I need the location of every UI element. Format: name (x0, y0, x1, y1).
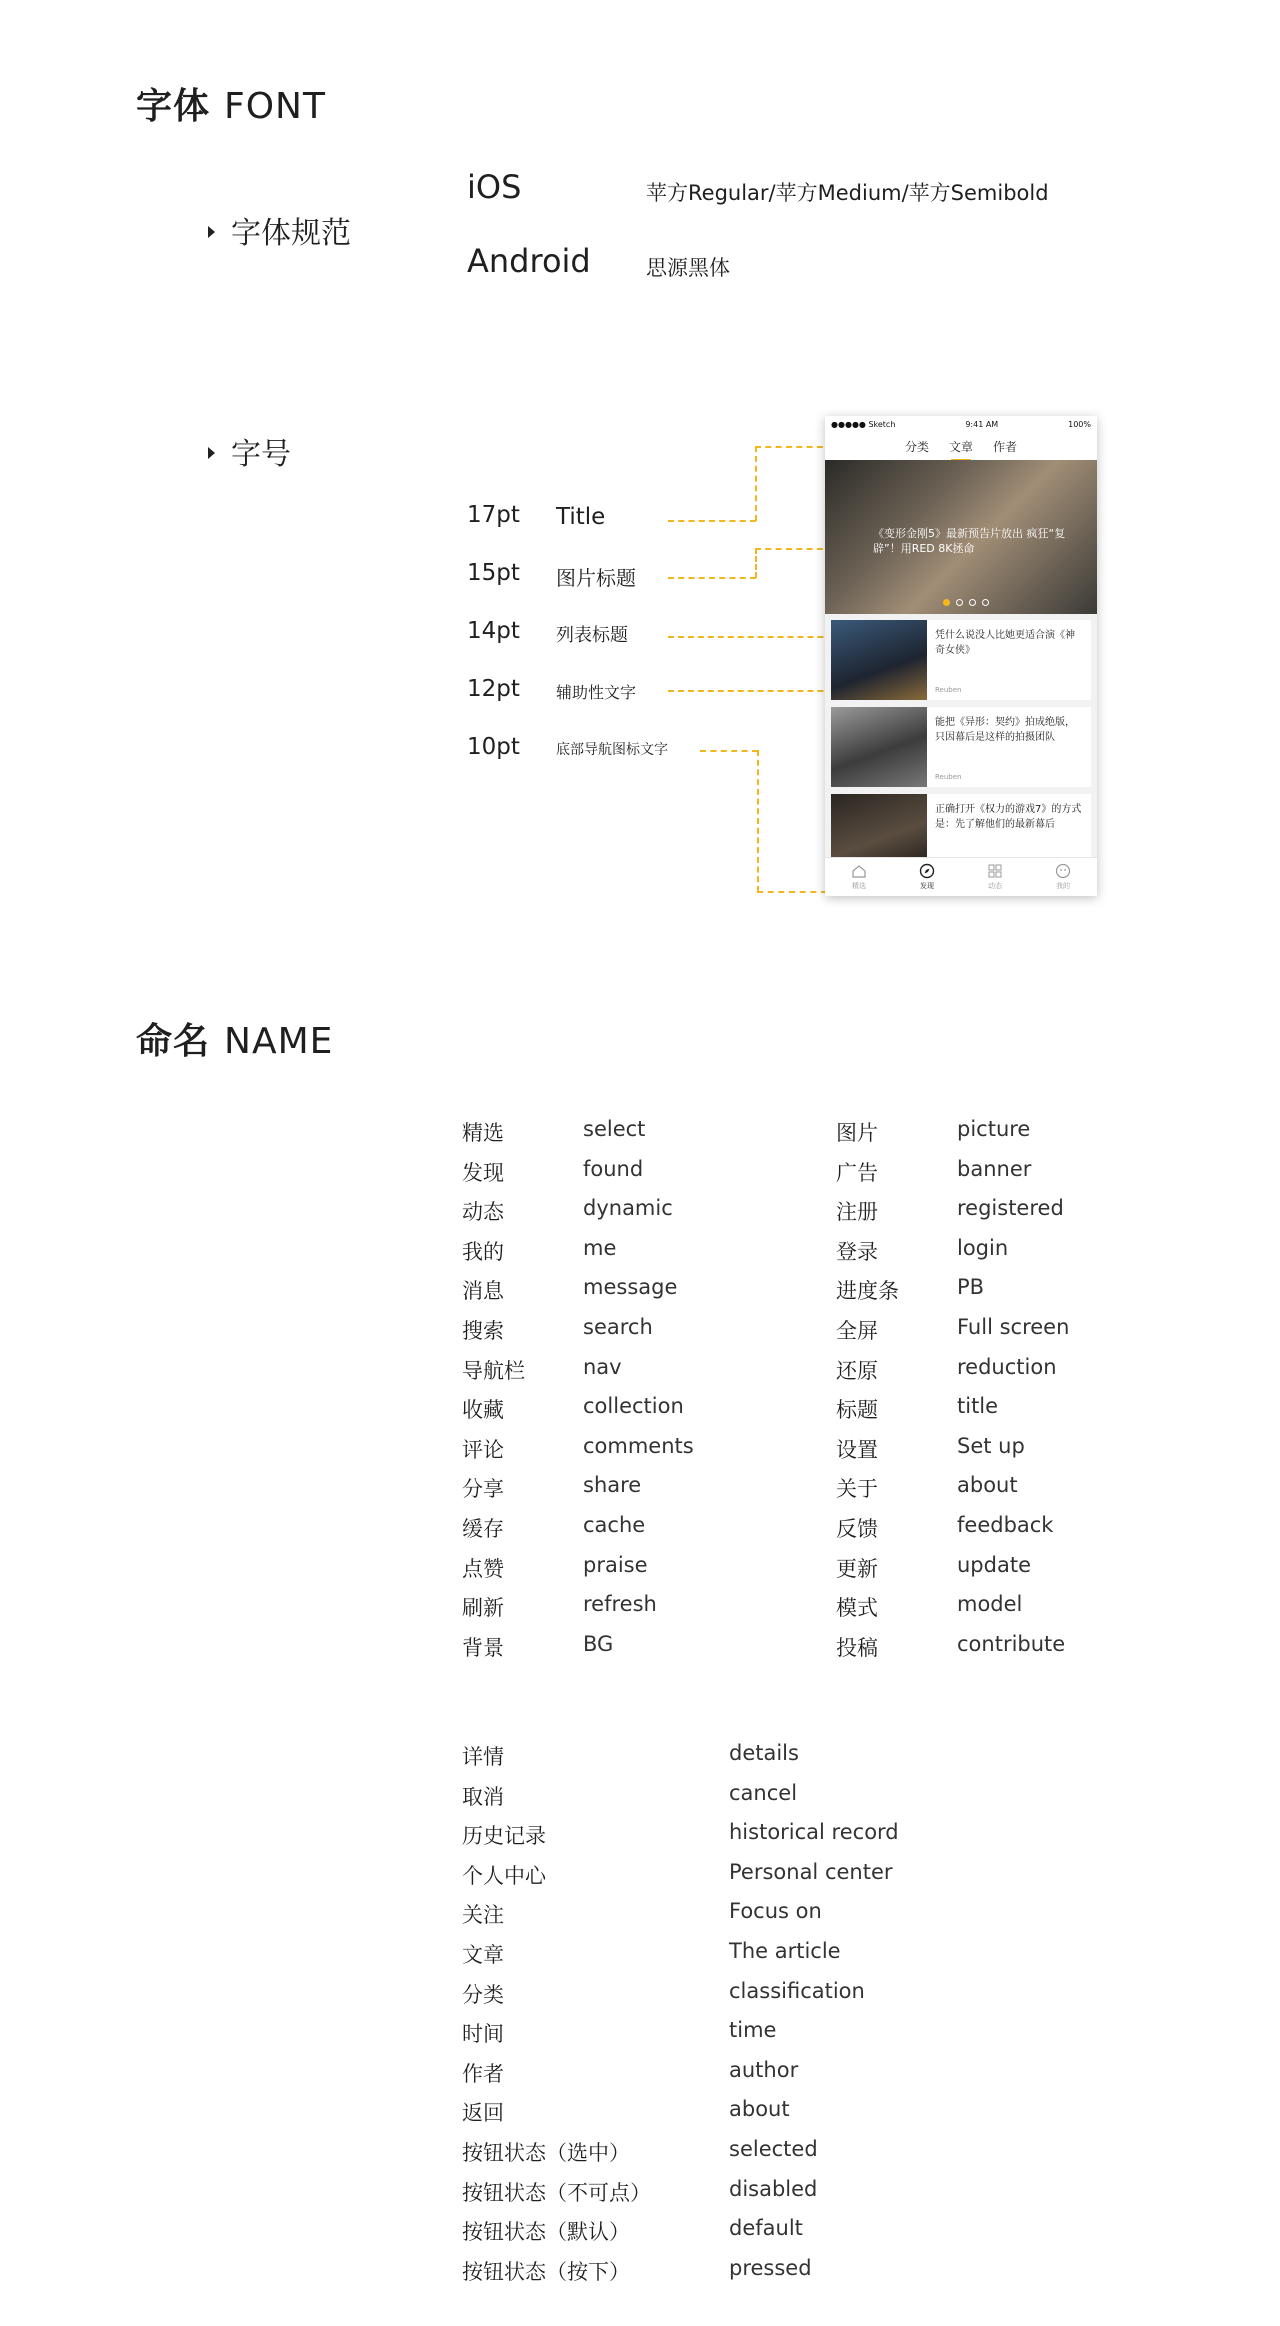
article-thumbnail (831, 707, 927, 787)
naming-term-en: model (957, 1592, 1023, 1617)
naming-term-en: picture (957, 1117, 1031, 1141)
tabbar-label: 发现 (920, 882, 934, 890)
naming-term-cn: 消息 (462, 1279, 504, 1304)
naming-term-en: feedback (957, 1513, 1054, 1537)
article-author: Reuben (935, 686, 962, 694)
naming-term-en: PB (957, 1275, 985, 1300)
platform-ios: iOS (467, 168, 522, 206)
tabbar-label: 精选 (852, 882, 866, 890)
naming-term-cn: 详情 (462, 1745, 504, 1769)
name-title-cn: 命名 (136, 1021, 211, 1062)
naming-term-en: praise (583, 1552, 648, 1577)
home-icon (851, 863, 867, 879)
naming-term-cn: 更新 (836, 1556, 878, 1581)
platform-android-fonts: 思源黑体 (646, 256, 730, 280)
naming-term-cn: 背景 (462, 1635, 504, 1660)
naming-term-en: nav (583, 1354, 622, 1379)
naming-term-en: cache (583, 1513, 646, 1537)
phone-mockup (825, 416, 1097, 896)
grid-icon (987, 863, 1003, 879)
naming-term-en: search (583, 1315, 653, 1339)
size-15pt-desc: 图片标题 (556, 566, 636, 590)
tabbar-label: 我的 (1056, 882, 1070, 890)
connector-line (757, 891, 827, 893)
naming-term-en: about (729, 2097, 790, 2122)
naming-term-cn: 导航栏 (462, 1358, 525, 1383)
tabbar-label: 动态 (988, 882, 1002, 890)
naming-term-cn: 点赞 (462, 1556, 504, 1581)
bullet-triangle-icon (208, 226, 215, 238)
naming-term-cn: 返回 (462, 2101, 504, 2126)
naming-term-en: Set up (957, 1433, 1025, 1458)
font-size-text: 字号 (231, 437, 291, 472)
tab-article[interactable]: 文章 (948, 439, 973, 454)
naming-term-cn: 登录 (836, 1239, 878, 1264)
naming-term-en: details (729, 1741, 799, 1765)
connector-line (755, 548, 757, 578)
naming-term-cn: 进度条 (836, 1279, 899, 1304)
naming-term-en: Focus on (729, 1899, 822, 1924)
carousel-dot[interactable] (956, 599, 963, 606)
naming-term-cn: 投稿 (836, 1635, 878, 1660)
naming-term-cn: 按钮状态（默认） (462, 2220, 630, 2245)
naming-term-en: pressed (729, 2255, 812, 2280)
naming-term-en: cancel (729, 1780, 798, 1805)
size-14pt-desc: 列表标题 (556, 625, 628, 646)
tabbar-item-select[interactable] (851, 863, 867, 891)
naming-term-en: Full screen (957, 1315, 1070, 1339)
naming-term-cn: 标题 (836, 1398, 878, 1423)
list-item[interactable] (831, 707, 1091, 787)
article-title: 正确打开《权力的游戏7》的方式是：先了解他们的最新幕后 (935, 804, 1082, 830)
naming-term-cn: 设置 (836, 1437, 878, 1462)
font-section-title (136, 78, 326, 129)
connector-line (668, 577, 756, 579)
hero-banner[interactable] (825, 460, 1097, 614)
carousel-dot[interactable] (969, 599, 976, 606)
platform-ios-fonts: 苹方Regular/苹方Medium/苹方Semibold (646, 181, 1049, 205)
font-size-label (208, 429, 291, 473)
naming-term-en: reduction (957, 1354, 1057, 1379)
carousel-dot[interactable] (943, 599, 950, 606)
naming-term-en: select (583, 1117, 646, 1141)
naming-term-cn: 按钮状态（不可点） (462, 2180, 651, 2205)
naming-term-cn: 关注 (462, 1903, 504, 1928)
naming-term-cn: 反馈 (836, 1517, 878, 1541)
tabbar-item-dynamic[interactable] (987, 863, 1003, 891)
naming-term-en: contribute (957, 1631, 1066, 1656)
naming-term-en: default (729, 2216, 803, 2241)
naming-term-cn: 缓存 (462, 1517, 504, 1541)
naming-term-en: disabled (729, 2176, 818, 2201)
size-17pt-desc: Title (556, 504, 606, 530)
naming-term-cn: 模式 (836, 1596, 878, 1621)
size-10pt-desc: 底部导航图标文字 (556, 742, 668, 758)
platform-android: Android (467, 242, 591, 280)
naming-term-cn: 文章 (462, 1943, 504, 1967)
naming-term-en: share (583, 1473, 642, 1498)
naming-term-en: me (583, 1235, 617, 1260)
font-spec-text: 字体规范 (231, 216, 351, 251)
naming-term-cn: 广告 (836, 1160, 878, 1185)
naming-term-en: The article (729, 1939, 841, 1963)
naming-term-cn: 还原 (836, 1358, 878, 1383)
naming-term-cn: 注册 (836, 1200, 878, 1225)
size-12pt: 12pt (467, 676, 520, 702)
naming-term-cn: 动态 (462, 1200, 504, 1225)
naming-term-cn: 刷新 (462, 1596, 504, 1621)
naming-term-en: title (957, 1394, 999, 1419)
naming-term-cn: 收藏 (462, 1398, 504, 1423)
font-spec-label (208, 208, 351, 252)
size-14pt: 14pt (467, 618, 520, 644)
naming-term-cn: 个人中心 (462, 1863, 546, 1888)
article-title: 凭什么说没人比她更适合演《神奇女侠》 (935, 630, 1075, 656)
user-face-icon (1055, 863, 1071, 879)
name-section-title (136, 1013, 333, 1064)
tab-author[interactable]: 作者 (993, 439, 1018, 454)
tabbar-item-found[interactable] (919, 863, 935, 891)
font-title-en: FONT (224, 86, 326, 127)
bottom-tab-bar (825, 857, 1097, 896)
naming-term-en: comments (583, 1433, 694, 1458)
article-list (825, 614, 1097, 874)
tab-classification[interactable]: 分类 (904, 439, 929, 454)
naming-term-cn: 取消 (462, 1784, 504, 1809)
naming-term-cn: 图片 (836, 1121, 878, 1145)
naming-term-en: Personal center (729, 1859, 893, 1884)
naming-term-cn: 我的 (462, 1239, 504, 1264)
name-title-en: NAME (224, 1021, 334, 1062)
naming-term-en: registered (957, 1196, 1064, 1221)
naming-term-cn: 发现 (462, 1160, 504, 1185)
article-thumbnail (831, 620, 927, 700)
connector-line (700, 750, 758, 752)
naming-term-cn: 作者 (462, 2061, 504, 2086)
font-title-cn: 字体 (136, 86, 211, 127)
naming-term-cn: 分享 (462, 1477, 504, 1502)
list-item[interactable] (831, 620, 1091, 700)
top-tabs (825, 432, 1097, 460)
naming-term-en: collection (583, 1394, 684, 1419)
naming-term-en: message (583, 1275, 678, 1300)
naming-term-en: refresh (583, 1592, 657, 1617)
naming-term-en: banner (957, 1156, 1032, 1181)
connector-line (757, 750, 759, 892)
status-carrier: ●●●●● Sketch (831, 419, 896, 429)
article-author: Reuben (935, 773, 962, 781)
naming-term-en: author (729, 2057, 799, 2082)
connector-line (755, 446, 757, 521)
naming-term-cn: 评论 (462, 1437, 504, 1462)
hero-title: 《变形金刚5》最新预告片放出 疯狂“复辟”！用RED 8K拯命 (873, 527, 1066, 555)
naming-term-en: time (729, 2018, 777, 2043)
naming-term-en: about (957, 1473, 1018, 1498)
size-17pt: 17pt (467, 502, 520, 528)
naming-term-en: classification (729, 1978, 865, 2003)
carousel-dot[interactable] (982, 599, 989, 606)
status-bar (825, 416, 1097, 432)
article-title: 能把《异形：契约》拍成绝版，只因幕后是这样的拍摄团队 (935, 717, 1075, 743)
naming-term-en: update (957, 1552, 1031, 1577)
naming-term-cn: 按钮状态（选中） (462, 2141, 630, 2165)
naming-term-en: dynamic (583, 1196, 673, 1221)
status-time: 9:41 AM (965, 419, 999, 429)
naming-term-cn: 时间 (462, 2022, 504, 2047)
connector-line (668, 520, 756, 522)
naming-term-cn: 全屏 (836, 1319, 878, 1343)
naming-term-cn: 历史记录 (462, 1824, 546, 1849)
naming-term-cn: 按钮状态（按下） (462, 2259, 630, 2284)
naming-term-cn: 搜索 (462, 1319, 504, 1343)
naming-term-cn: 精选 (462, 1121, 504, 1145)
naming-term-cn: 关于 (836, 1477, 878, 1502)
size-10pt: 10pt (467, 734, 520, 760)
naming-term-en: BG (583, 1631, 614, 1656)
naming-term-cn: 分类 (462, 1982, 504, 2007)
naming-term-en: historical record (729, 1820, 899, 1845)
status-battery: 100% (1068, 419, 1091, 429)
carousel-dots (943, 599, 989, 606)
naming-term-en: found (583, 1156, 644, 1181)
naming-term-en: login (957, 1235, 1009, 1260)
tabbar-item-me[interactable] (1055, 863, 1071, 891)
size-12pt-desc: 辅助性文字 (556, 683, 637, 702)
bullet-triangle-icon (208, 447, 215, 459)
compass-icon (919, 863, 935, 879)
size-15pt: 15pt (467, 560, 520, 586)
naming-term-en: selected (729, 2137, 818, 2161)
